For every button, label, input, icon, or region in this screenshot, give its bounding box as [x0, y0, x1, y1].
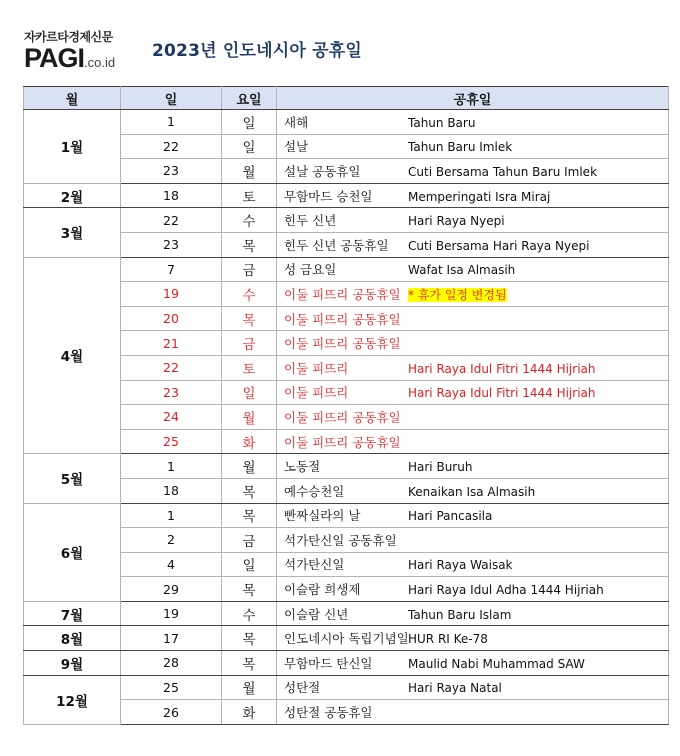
header-day: 일 — [121, 87, 222, 110]
day-cell: 20 — [121, 306, 222, 331]
holiday-indonesian-name: Tahun Baru Islam — [408, 607, 512, 622]
day-cell: 25 — [121, 429, 222, 454]
table-row — [24, 159, 669, 184]
holiday-indonesian-name: Maulid Nabi Muhammad SAW — [408, 656, 585, 671]
holiday-korean-name: 성탄절 공동휴일 — [284, 705, 373, 721]
holiday-indonesian-name: Hari Raya Natal — [408, 681, 502, 696]
weekday-cell: 목 — [222, 577, 277, 602]
table-row — [24, 651, 669, 676]
logo-domain: .co.id — [84, 55, 116, 70]
day-cell: 1 — [121, 110, 222, 135]
holiday-cell — [277, 577, 669, 602]
weekday-cell: 화 — [222, 700, 277, 725]
header-weekday: 요일 — [222, 87, 277, 110]
holiday-korean-name: 이슬람 희생제 — [284, 582, 361, 598]
holiday-korean-name: 이둘 피뜨리 공동휴일 — [284, 311, 401, 327]
weekday-cell: 월 — [222, 159, 277, 184]
holiday-korean-name: 이둘 피뜨리 공동휴일 — [284, 434, 401, 450]
day-cell: 26 — [121, 700, 222, 725]
day-cell: 23 — [121, 380, 222, 405]
holiday-korean-name: 무함마드 승천일 — [284, 188, 373, 204]
day-cell: 25 — [121, 675, 222, 700]
day-cell: 22 — [121, 208, 222, 233]
day-cell: 1 — [121, 454, 222, 479]
holiday-cell — [277, 208, 669, 233]
month-cell: 7월 — [24, 601, 121, 626]
holiday-korean-name: 노동절 — [284, 459, 321, 475]
weekday-cell: 일 — [222, 134, 277, 159]
table-row — [24, 454, 669, 479]
holiday-cell — [277, 159, 669, 184]
holiday-cell — [277, 134, 669, 159]
table-row — [24, 282, 669, 307]
weekday-cell: 월 — [222, 675, 277, 700]
holiday-korean-name: 예수승천일 — [284, 483, 345, 499]
table-row — [24, 355, 669, 380]
holiday-cell — [277, 331, 669, 356]
holiday-indonesian-name: Kenaikan Isa Almasih — [408, 484, 536, 499]
holiday-korean-name: 인도네시아 독립기념일 — [284, 631, 409, 647]
table-row — [24, 208, 669, 233]
day-cell: 22 — [121, 134, 222, 159]
table-row — [24, 577, 669, 602]
table-row — [24, 601, 669, 626]
table-row — [24, 405, 669, 430]
header-holiday: 공휴일 — [277, 87, 669, 110]
day-cell: 19 — [121, 601, 222, 626]
holiday-korean-name: 이슬람 신년 — [284, 606, 349, 622]
holiday-indonesian-name: HUR RI Ke-78 — [408, 632, 488, 647]
holiday-korean-name: 석가탄신일 — [284, 557, 345, 573]
weekday-cell: 목 — [222, 651, 277, 676]
holiday-indonesian-name: Hari Buruh — [408, 460, 473, 475]
weekday-cell: 수 — [222, 601, 277, 626]
header-month: 월 — [24, 87, 121, 110]
weekday-cell: 금 — [222, 257, 277, 282]
month-cell: 4월 — [24, 257, 121, 454]
holiday-indonesian-name: Cuti Bersama Tahun Baru Imlek — [408, 164, 598, 179]
day-cell: 17 — [121, 626, 222, 651]
holiday-korean-name: 힌두 신년 공동휴일 — [284, 237, 389, 253]
holiday-korean-name: 빤짜실라의 날 — [284, 508, 361, 524]
holiday-cell — [277, 405, 669, 430]
month-cell: 9월 — [24, 651, 121, 676]
table-row — [24, 380, 669, 405]
holiday-indonesian-name: Hari Raya Idul Fitri 1444 Hijriah — [408, 386, 596, 401]
day-cell: 23 — [121, 232, 222, 257]
table-row — [24, 110, 669, 135]
holiday-korean-name: 성 금요일 — [284, 262, 337, 278]
month-cell: 6월 — [24, 503, 121, 601]
holiday-cell — [277, 306, 669, 331]
month-cell: 8월 — [24, 626, 121, 651]
holiday-cell — [277, 429, 669, 454]
logo-brand — [24, 45, 134, 76]
table-row — [24, 626, 669, 651]
weekday-cell: 일 — [222, 380, 277, 405]
table-row — [24, 183, 669, 208]
month-cell: 1월 — [24, 110, 121, 184]
month-cell: 3월 — [24, 208, 121, 257]
day-cell: 1 — [121, 503, 222, 528]
holiday-indonesian-name: Hari Raya Waisak — [408, 558, 513, 573]
holiday-cell — [277, 552, 669, 577]
month-cell: 12월 — [24, 675, 121, 724]
holiday-cell — [277, 700, 669, 725]
holiday-cell — [277, 183, 669, 208]
holiday-cell — [277, 528, 669, 553]
table-body — [24, 110, 669, 725]
holiday-korean-name: 이둘 피뜨리 — [284, 360, 349, 376]
table-row — [24, 528, 669, 553]
holiday-cell — [277, 257, 669, 282]
holiday-korean-name: 이둘 피뜨리 공동휴일 — [284, 336, 401, 352]
holiday-korean-name: 새해 — [284, 114, 309, 130]
logo-tagline: 자카르타경제신문 — [24, 30, 113, 44]
table-row — [24, 429, 669, 454]
weekday-cell: 일 — [222, 552, 277, 577]
holiday-indonesian-name: Hari Raya Idul Fitri 1444 Hijriah — [408, 361, 596, 376]
holiday-indonesian-name: Hari Raya Idul Adha 1444 Hijriah — [408, 583, 604, 598]
day-cell: 23 — [121, 159, 222, 184]
table-row — [24, 232, 669, 257]
weekday-cell: 목 — [222, 306, 277, 331]
day-cell: 21 — [121, 331, 222, 356]
weekday-cell: 수 — [222, 208, 277, 233]
page-title: 2023년 인도네시아 공휴일 — [152, 41, 362, 61]
holiday-table — [23, 86, 669, 725]
weekday-cell: 월 — [222, 454, 277, 479]
table-row — [24, 675, 669, 700]
table-row — [24, 331, 669, 356]
holiday-korean-name: 설날 — [284, 139, 309, 155]
day-cell: 22 — [121, 355, 222, 380]
holiday-korean-name: 이둘 피뜨리 — [284, 385, 349, 401]
holiday-indonesian-name: Tahun Baru — [408, 115, 476, 130]
table-row — [24, 700, 669, 725]
holiday-cell — [277, 355, 669, 380]
table-row — [24, 552, 669, 577]
day-cell: 7 — [121, 257, 222, 282]
weekday-cell: 월 — [222, 405, 277, 430]
weekday-cell: 화 — [222, 429, 277, 454]
table-row — [24, 478, 669, 503]
holiday-korean-name: 이둘 피뜨리 공동휴일 — [284, 409, 401, 425]
day-cell: 2 — [121, 528, 222, 553]
weekday-cell: 금 — [222, 528, 277, 553]
holiday-korean-name: 무함마드 탄신일 — [284, 655, 373, 671]
holiday-indonesian-name: Hari Raya Nyepi — [408, 214, 505, 229]
holiday-cell — [277, 454, 669, 479]
holiday-cell — [277, 626, 669, 651]
weekday-cell: 일 — [222, 110, 277, 135]
day-cell: 24 — [121, 405, 222, 430]
weekday-cell: 목 — [222, 626, 277, 651]
holiday-cell — [277, 110, 669, 135]
holiday-indonesian-name: Cuti Bersama Hari Raya Nyepi — [408, 238, 590, 253]
holiday-korean-name: 성탄절 — [284, 680, 321, 696]
holiday-cell — [277, 478, 669, 503]
holiday-cell — [277, 232, 669, 257]
holiday-korean-name: 석가탄신일 공동휴일 — [284, 532, 397, 548]
holiday-table-container — [23, 86, 668, 725]
day-cell: 18 — [121, 183, 222, 208]
holiday-korean-name: 이둘 피뜨리 공동휴일 — [284, 286, 401, 302]
weekday-cell: 수 — [222, 282, 277, 307]
day-cell: 4 — [121, 552, 222, 577]
holiday-indonesian-name: Hari Pancasila — [408, 509, 493, 524]
holiday-cell — [277, 380, 669, 405]
weekday-cell: 금 — [222, 331, 277, 356]
weekday-cell: 목 — [222, 478, 277, 503]
logo-brand-text: PAGI — [24, 43, 85, 73]
day-cell: 29 — [121, 577, 222, 602]
holiday-indonesian-name: Wafat Isa Almasih — [408, 263, 516, 278]
table-row — [24, 503, 669, 528]
day-cell: 18 — [121, 478, 222, 503]
month-cell: 2월 — [24, 183, 121, 208]
holiday-cell — [277, 601, 669, 626]
weekday-cell: 토 — [222, 355, 277, 380]
table-header-row — [24, 87, 669, 110]
holiday-indonesian-name: Memperingati Isra Miraj — [408, 189, 551, 204]
weekday-cell: 목 — [222, 232, 277, 257]
holiday-cell — [277, 503, 669, 528]
holiday-cell — [277, 651, 669, 676]
holiday-cell — [277, 675, 669, 700]
table-row — [24, 257, 669, 282]
logo — [24, 28, 134, 76]
weekday-cell: 토 — [222, 183, 277, 208]
holiday-cell — [277, 282, 669, 307]
schedule-change-note: * 휴가 일정 변경됨 — [408, 287, 507, 302]
table-row — [24, 134, 669, 159]
month-cell: 5월 — [24, 454, 121, 503]
table-row — [24, 306, 669, 331]
holiday-korean-name: 힌두 신년 — [284, 213, 337, 229]
holiday-indonesian-name: Tahun Baru Imlek — [408, 140, 513, 155]
holiday-korean-name: 설날 공동휴일 — [284, 163, 361, 179]
weekday-cell: 목 — [222, 503, 277, 528]
day-cell: 19 — [121, 282, 222, 307]
day-cell: 28 — [121, 651, 222, 676]
